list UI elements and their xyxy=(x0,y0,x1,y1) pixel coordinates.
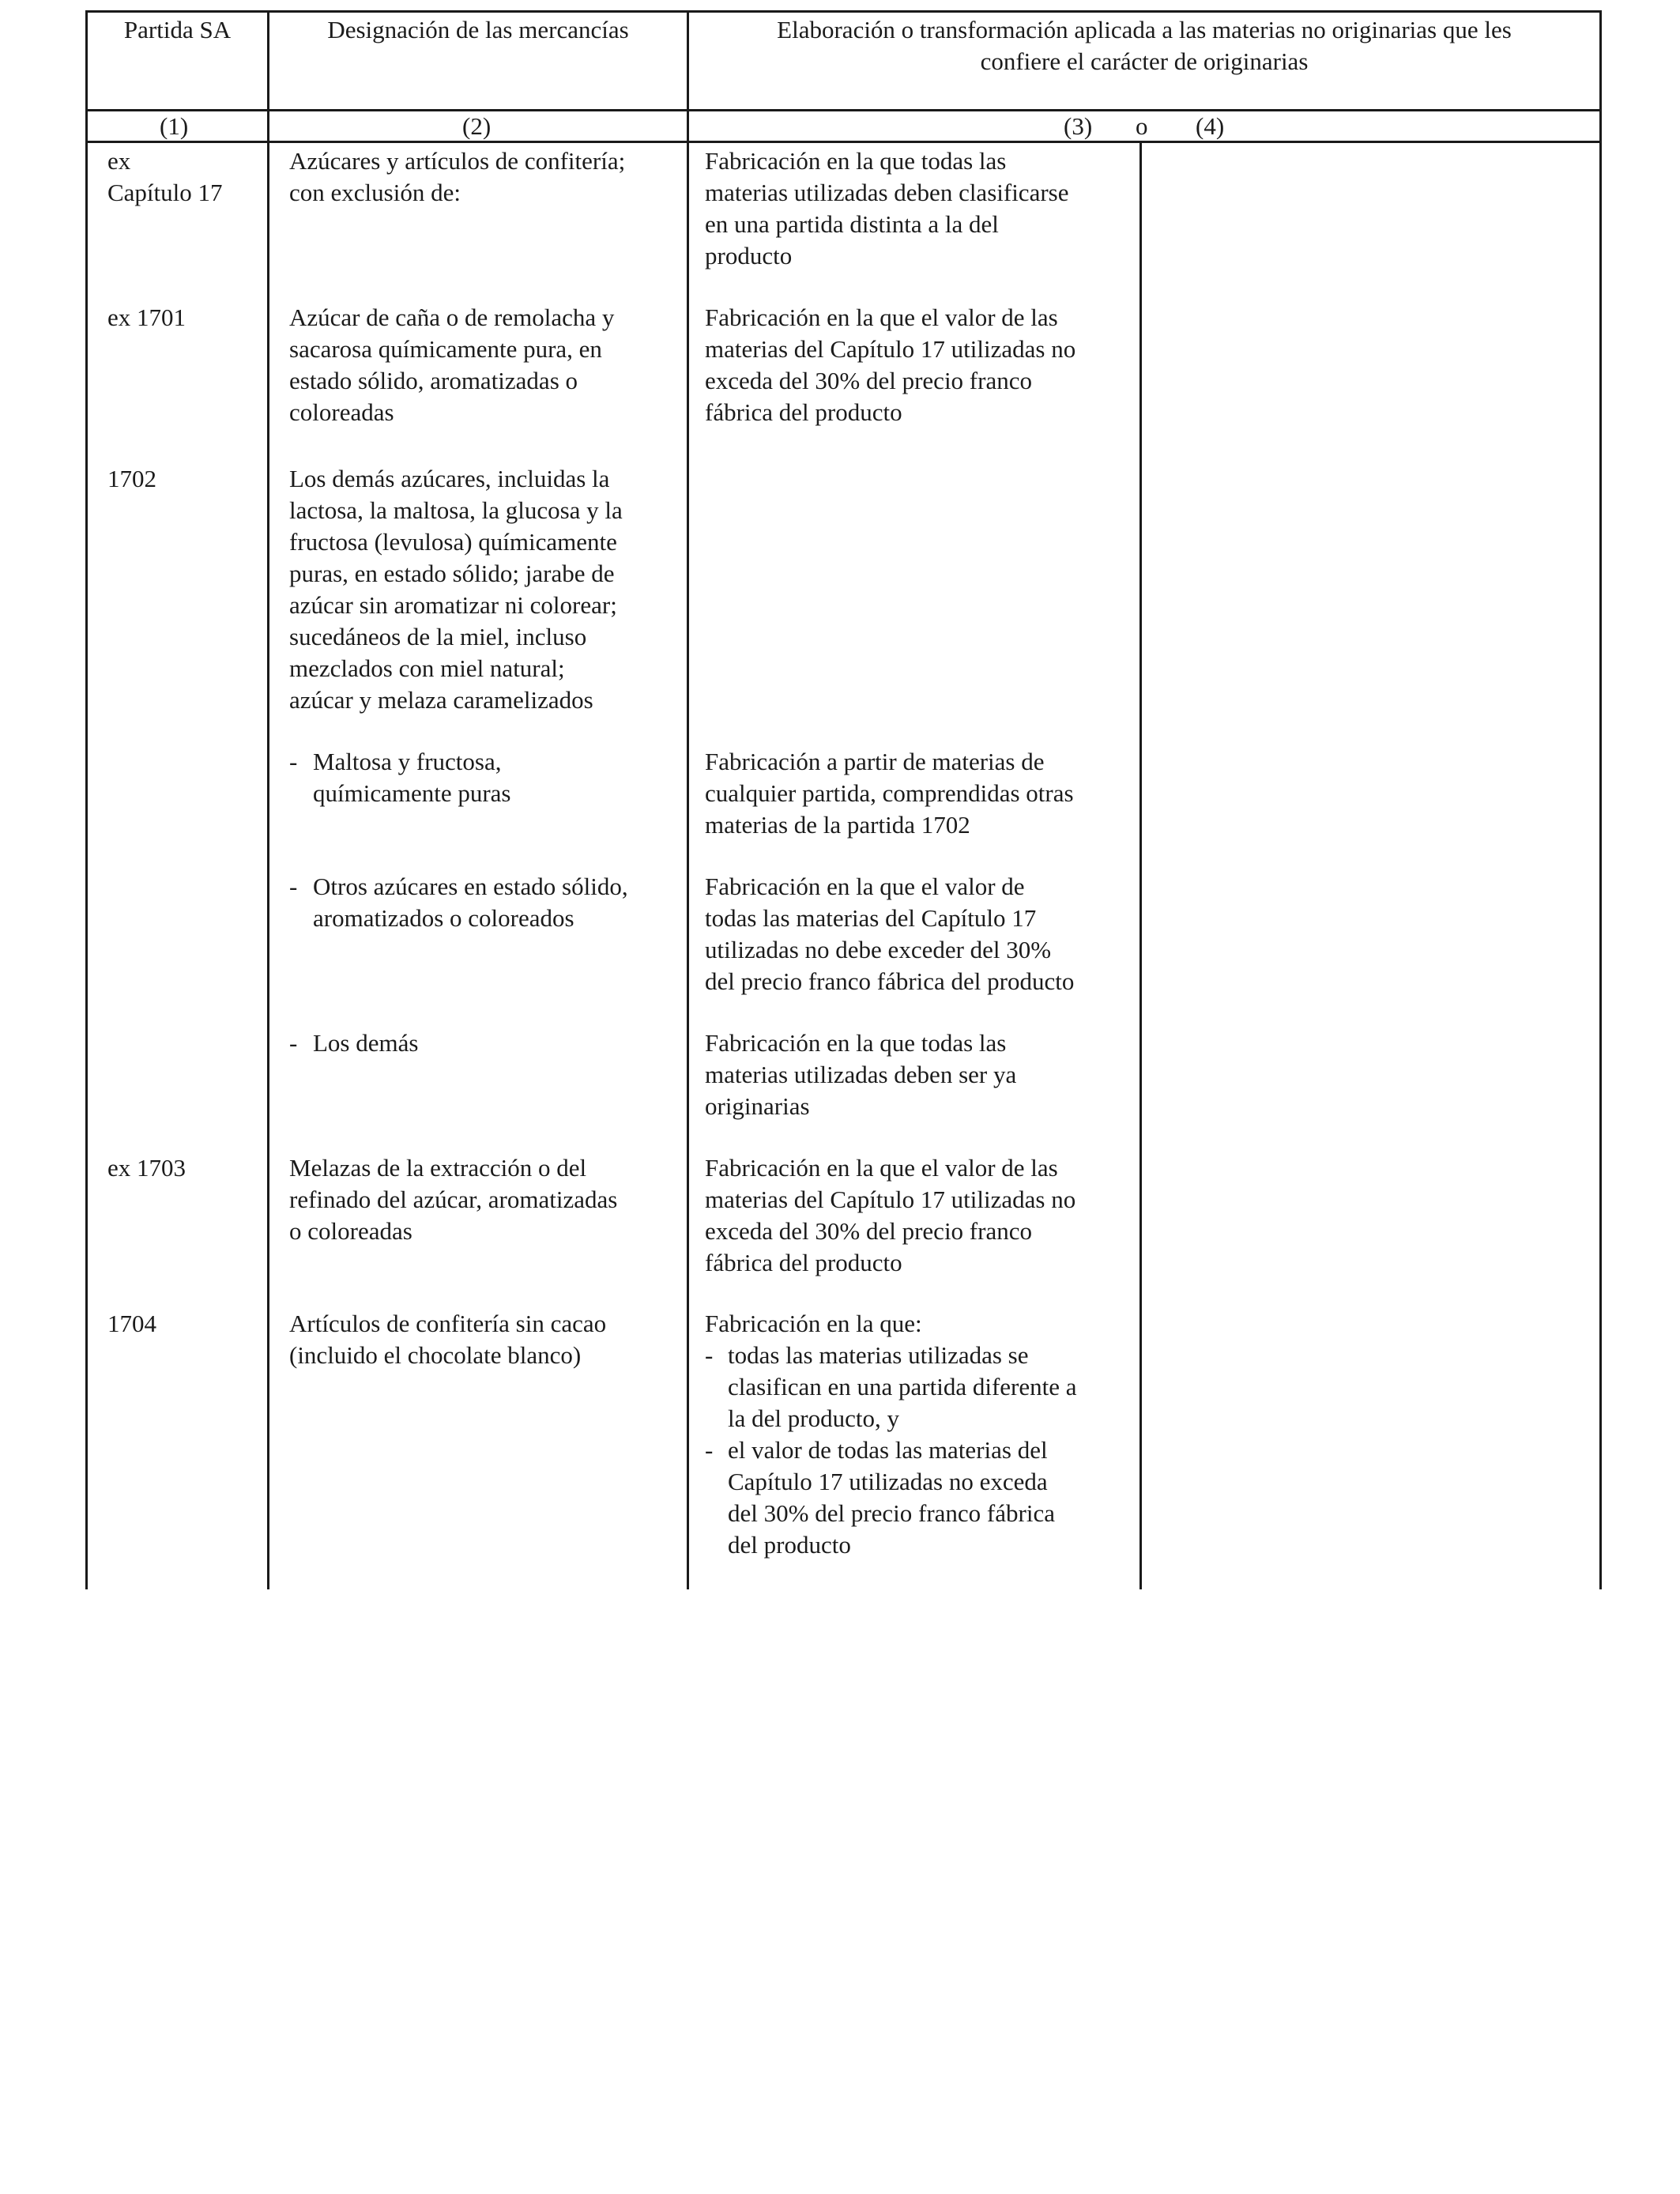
header-partida-sa: Partida SA xyxy=(123,16,232,43)
row-desc-los-demas: Los demás xyxy=(313,1029,419,1057)
row-rule-otros-azucares: Fabricación en la que el valor de todas las materias del Capítulo 17 utilizadas no debe exceder del 30% del precio franco fábrica del producto xyxy=(705,873,1075,995)
row-desc-azucares: Azúcares y artículos de confitería; con exclusión de: xyxy=(289,147,626,206)
row-rule-1701: Fabricación en la que el valor de las materias del Capítulo 17 utilizadas no exceda del 30% del precio franco fábrica del producto xyxy=(705,303,1076,426)
row-desc-1703: Melazas de la extracción o del refinado del azúcar, aromatizadas o coloreadas xyxy=(289,1154,618,1245)
row-rule-los-demas: Fabricación en la que todas las materias utilizadas deben ser ya originarias xyxy=(705,1029,1017,1120)
bullet-dash: - xyxy=(289,873,298,900)
row-desc-1702: Los demás azúcares, incluidas la lactosa, la maltosa, la glucosa y la fructosa (levulosa) químicamente puras, en estado sólido; jarabe de azúcar sin aromatizar ni colorear; sucedáneos de la miel, incluso mezclados con miel natural; azúcar y melaza caramelizados xyxy=(289,465,623,714)
row-desc-maltosa: Maltosa y fructosa, químicamente puras xyxy=(313,748,511,807)
row-desc-otros-azucares: Otros azúcares en estado sólido, aromatizados o coloreados xyxy=(313,873,628,932)
row-rule-1703: Fabricación en la que el valor de las materias del Capítulo 17 utilizadas no exceda del 30% del precio franco fábrica del producto xyxy=(705,1154,1076,1276)
table-top-border xyxy=(85,10,1602,13)
row-desc-1704: Artículos de confitería sin cacao (incluido el chocolate blanco) xyxy=(289,1310,607,1369)
row-code-1704: 1704 xyxy=(107,1310,156,1337)
number-row-bottom-border xyxy=(85,141,1602,143)
table-right-border xyxy=(1599,10,1602,1589)
row-rule-maltosa: Fabricación a partir de materias de cualquier partida, comprendidas otras materias de la partida 1702 xyxy=(705,748,1074,839)
table-left-border xyxy=(85,10,88,1589)
row-code-ex-1703: ex 1703 xyxy=(107,1154,186,1182)
bullet-dash: - xyxy=(705,1341,714,1369)
col2-col3-divider xyxy=(687,10,689,1589)
bullet-dash: - xyxy=(705,1436,714,1464)
row-code-ex-capitulo-17: ex Capítulo 17 xyxy=(107,147,223,206)
column-number-2: (2) xyxy=(462,112,492,140)
header-designacion: Designación de las mercancías xyxy=(327,16,629,43)
col1-col2-divider xyxy=(267,10,269,1589)
bullet-dash: - xyxy=(289,748,298,775)
column-or-separator: o xyxy=(1136,112,1148,140)
row-subrule-1704-b: el valor de todas las materias del Capítulo 17 utilizadas no exceda del 30% del precio franco fábrica del producto xyxy=(728,1436,1055,1559)
column-number-1: (1) xyxy=(160,112,189,140)
col3-col4-divider xyxy=(1139,143,1142,1589)
row-subrule-1704-a: todas las materias utilizadas se clasifican en una partida diferente a la del producto, y xyxy=(728,1341,1077,1432)
row-desc-1701: Azúcar de caña o de remolacha y sacarosa químicamente pura, en estado sólido, aromatizadas o coloreadas xyxy=(289,303,615,426)
row-rule-azucares: Fabricación en la que todas las materias utilizadas deben clasificarse en una partida distinta a la del producto xyxy=(705,147,1069,270)
column-number-3: (3) xyxy=(1064,112,1093,140)
row-rule-1704: Fabricación en la que: xyxy=(705,1310,922,1337)
column-number-4: (4) xyxy=(1196,112,1225,140)
header-elaboracion: Elaboración o transformación aplicada a las materias no originarias que les confiere el carácter de originarias xyxy=(777,16,1512,75)
bullet-dash: - xyxy=(289,1029,298,1057)
header-bottom-border xyxy=(85,109,1602,111)
row-code-ex-1701: ex 1701 xyxy=(107,303,186,331)
row-code-1702: 1702 xyxy=(107,465,156,492)
